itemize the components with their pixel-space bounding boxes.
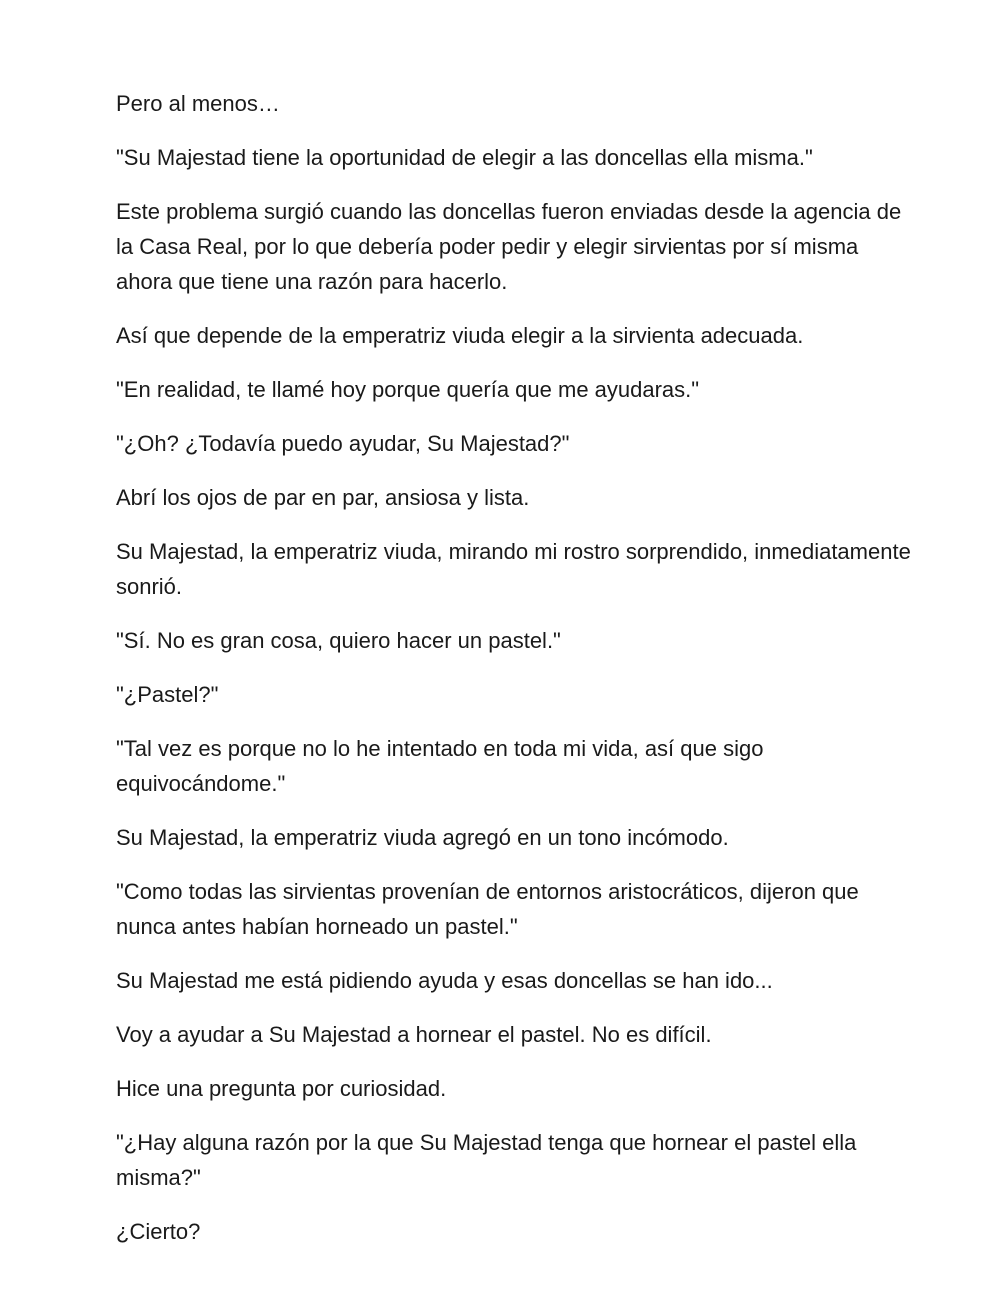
paragraph: "Tal vez es porque no lo he intentado en toda mi vida, así que sigo equivocándome.": [116, 736, 764, 796]
paragraph: Su Majestad me está pidiendo ayuda y esas doncellas se han ido...: [116, 968, 773, 993]
paragraph: Hice una pregunta por curiosidad.: [116, 1076, 447, 1101]
paragraph: Este problema surgió cuando las doncellas fueron enviadas desde la agencia de la Casa Real, por lo que debería poder pedir y elegir sirvientas por sí misma ahora que tiene una razón para hacerlo.: [116, 199, 902, 294]
paragraph: "¿Hay alguna razón por la que Su Majestad tenga que hornear el pastel ella misma?": [116, 1130, 857, 1190]
paragraph: Abrí los ojos de par en par, ansiosa y lista.: [116, 485, 530, 510]
paragraph: "Sí. No es gran cosa, quiero hacer un pastel.": [116, 628, 561, 653]
paragraph: "Su Majestad tiene la oportunidad de elegir a las doncellas ella misma.": [116, 145, 813, 170]
paragraph: Así que depende de la emperatriz viuda elegir a la sirvienta adecuada.: [116, 323, 804, 348]
paragraph: Su Majestad, la emperatriz viuda agregó en un tono incómodo.: [116, 825, 729, 850]
paragraph: Pero al menos…: [116, 91, 280, 116]
paragraph: Voy a ayudar a Su Majestad a hornear el pastel. No es difícil.: [116, 1022, 712, 1047]
paragraph: "Como todas las sirvientas provenían de entornos aristocráticos, dijeron que nunca antes habían horneado un pastel.": [116, 879, 859, 939]
paragraph: "¿Oh? ¿Todavía puedo ayudar, Su Majestad?": [116, 431, 570, 456]
paragraph: "En realidad, te llamé hoy porque quería que me ayudaras.": [116, 377, 700, 402]
paragraph: Su Majestad, la emperatriz viuda, mirando mi rostro sorprendido, inmediatamente sonrió.: [116, 539, 911, 599]
paragraph: "¿Pastel?": [116, 682, 219, 707]
document-page: [116, 86, 916, 1268]
paragraph: ¿Cierto?: [116, 1219, 201, 1244]
